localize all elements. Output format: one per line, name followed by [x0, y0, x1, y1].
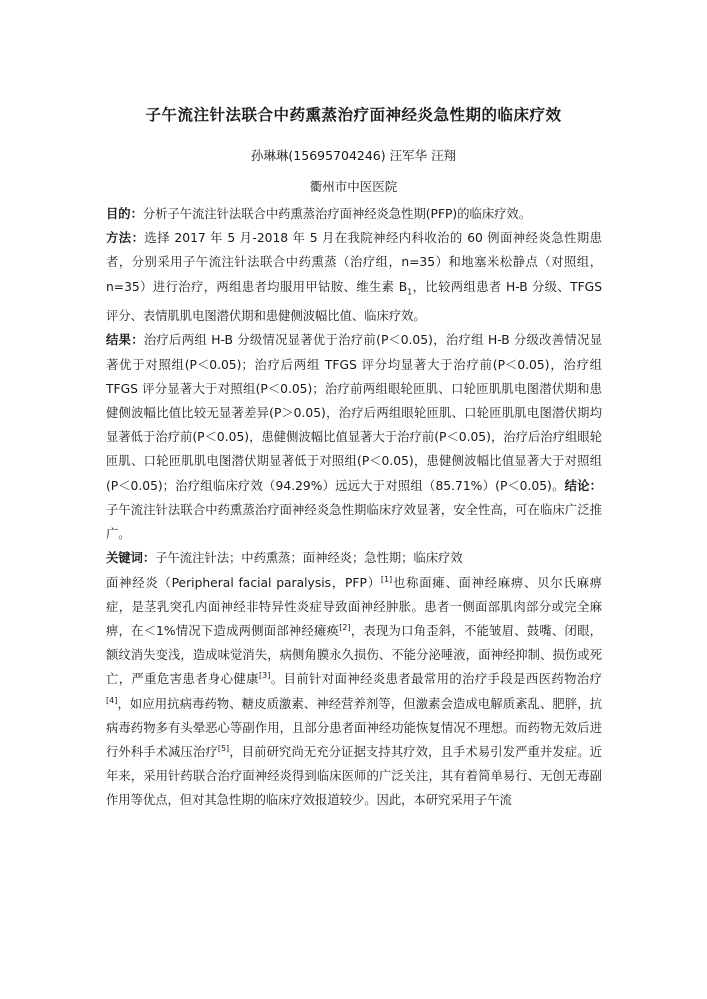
paper-title: 子午流注针法联合中药熏蒸治疗面神经炎急性期的临床疗效	[145, 106, 562, 124]
citation-3: [3]	[259, 671, 271, 681]
citation-1: [1]	[380, 574, 393, 584]
intro-s3: ，表现为口角歪斜，不能皱眉、鼓嘴、闭眼，额纹消失变浅，造成味觉消失，病侧角膜永久损伤、不能分泌唾液，面神经抑制、损伤或死亡，严重危害患者身心健康	[106, 623, 602, 687]
results-text: 治疗后两组 H-B 分级情况显著优于治疗前(P＜0.05)，治疗组 H-B 分级改善情况显著优于对照组(P＜0.05)；治疗后两组 TFGS 评分均显著大于治疗前(P＜0.05)，治疗组 TFGS 评分显著大于对照组(P＜0.05)；治疗前两组眼轮匝肌、口轮匝肌肌电图潜伏期和患健侧波幅比值比较无显著差异(P＞0.05)，治疗后两组眼轮匝肌、口轮匝肌肌电图潜伏期均显著低于治疗前(P＜0.05)，患健侧波幅比值显著大于治疗前(P＜0.05)，治疗后治疗组眼轮匝肌、口轮匝肌肌电图潜伏期显著低于对照组(P＜0.05)，患健侧波幅比值显著大于对照组(P＜0.05)；治疗组临床疗效（94.29%）远远大于对照组（85.71%）(P＜0.05)。	[106, 333, 602, 493]
paper-body	[106, 202, 602, 813]
intro-s6: ，目前研究尚无充分证据支持其疗效，且手术易引发严重并发症。近年来，采用针药联合治疗面神经炎得到临床医师的广泛关注，其有着简单易行、无创无毒副作用等优点，但对其急性期的临床疗效报道较少。因此，本研究采用子午流	[106, 744, 602, 808]
objective-label: 目的：	[106, 207, 143, 221]
affiliation: 衢州市中医医院	[309, 179, 398, 194]
keywords	[106, 546, 602, 570]
conclusion-label: 结论：	[564, 478, 602, 493]
intro-s5: ，如应用抗病毒药物、糖皮质激素、神经营养剂等，但激素会造成电解质紊乱、肥胖，抗病毒药物多有头晕恶心等副作用，且部分患者面神经功能恢复情况不理想。而药物无效后进行外科手术减压治疗	[106, 696, 602, 759]
methods-label: 方法：	[106, 231, 145, 246]
methods-text-a: 选择 2017 年 5 月-2018 年 5 月在我院神经内科收治的 60 例面神经炎急性期患者，分别采用子午流注针法联合中药熏蒸（治疗组，n=35）和地塞米松静点（对照组，n=35）进行治疗，两组患者均服用甲钴胺、维生素 B	[106, 231, 602, 294]
abstract-objective	[106, 202, 602, 226]
citation-4: [4]	[106, 695, 118, 705]
intro-paragraph	[106, 571, 602, 813]
objective-text: 分析子午流注针法联合中药熏蒸治疗面神经炎急性期(PFP)的临床疗效。	[142, 207, 532, 221]
intro-s1: 面神经炎（Peripheral facial paralysis，PFP）	[106, 575, 381, 590]
conclusion-text: 子午流注针法联合中药熏蒸治疗面神经炎急性期临床疗效显著，安全性高，可在临床广泛推广。	[106, 502, 602, 542]
keywords-label: 关键词：	[106, 551, 156, 566]
methods-subscript: 1	[407, 287, 413, 297]
citation-5: [5]	[217, 743, 230, 753]
intro-s4: 。目前针对面神经炎患者最常用的治疗手段是西医药物治疗	[270, 672, 602, 687]
methods-text-b: ，比较两组患者 H-B 分级、TFGS 评分、表情肌肌电图潜伏期和患健侧波幅比值、临床疗效。	[106, 279, 603, 324]
abstract-methods	[106, 226, 602, 328]
abstract-results	[106, 328, 602, 546]
citation-2: [2]	[339, 622, 351, 632]
intro-s2: 也称面瘫、面神经麻痹、贝尔氏麻痹症，是茎乳突孔内面神经非特异性炎症导致面神经肿胀。患者一侧面部肌肉部分或完全麻痹，在＜1%情况下造成两侧面部神经瘫痪	[106, 575, 602, 638]
keywords-text: 子午流注针法；中药熏蒸；面神经炎；急性期；临床疗效	[155, 551, 463, 566]
results-label: 结果：	[106, 333, 144, 348]
author-line: 孙琳琳(15695704246) 汪军华 汪翔	[250, 148, 457, 163]
